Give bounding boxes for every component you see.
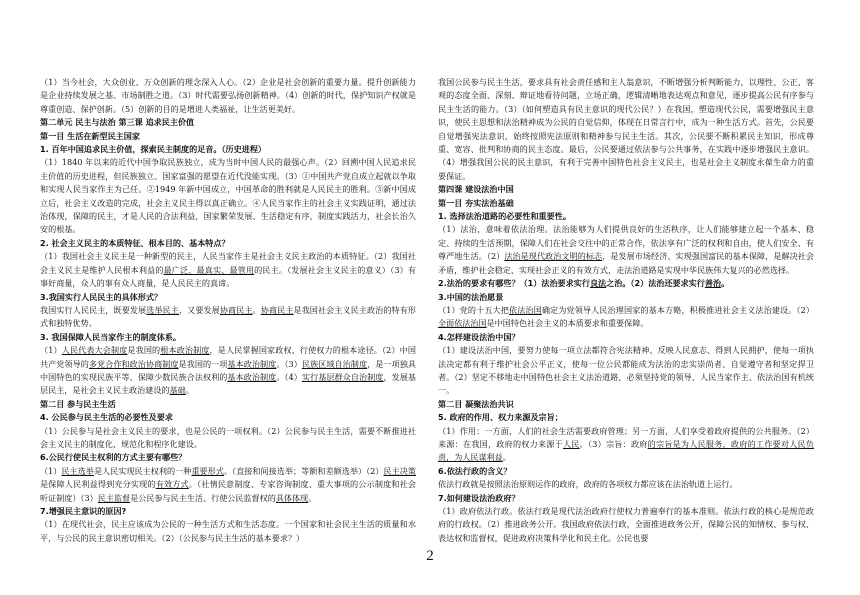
text-run: 是我国的一项 bbox=[178, 358, 228, 369]
text-run: 第二目 凝聚法治共识 bbox=[438, 398, 514, 409]
section-heading bbox=[40, 451, 416, 464]
text-run: ，发展基层民主，是社会主义民主政治建设的 bbox=[40, 371, 416, 396]
text-run: 第一目 夯实法治基础 bbox=[438, 197, 514, 208]
text-run: 是人民实现民主权利的一种 bbox=[93, 465, 192, 476]
paragraph bbox=[40, 425, 416, 452]
text-run: 。（4） bbox=[276, 371, 302, 382]
text-run: 是我国社会主义民主政治的特有形式和独特优势。 bbox=[40, 304, 416, 329]
underlined-text: 依法治国 bbox=[508, 304, 542, 315]
underlined-text: 民族区域自治制度 bbox=[301, 358, 368, 369]
text-run: （1）法治，意味着依法治理。法治能够为人们提供良好的生活秩序，让人们能够建立起一个基本、稳定、持续的生活预期，保障人们在社会交往中的正常合作，依法享有广泛的权利和自由，使人们安全、有尊严地生活。（2） bbox=[438, 224, 814, 262]
paragraph bbox=[40, 518, 416, 545]
underlined-text: 重要形式 bbox=[191, 465, 224, 476]
text-run: 的民主。（发展社会主义民主的意义）（3）有事好商量，众人的事有众人商量，是人民民主的真谛。 bbox=[40, 264, 416, 289]
text-run: 第一目 生活在新型民主国家 bbox=[40, 130, 140, 141]
text-run: 是保障人民利益得到充分实现的 bbox=[40, 479, 156, 490]
text-run: （1）政府依法行政。依法行政是现代法治政府行使权力普遍奉行的基本准则。依法行政的核心是规范政府的行政权。（2）推进政务公开。我国政府依法行政，全面推进政务公开，保障公民的知情权、参与权、表达权和监督权，促进政府决策科学化和民主化。公民也要 bbox=[438, 506, 814, 543]
text-run: （1）我国社会主义民主是一种新型的民主，人民当家作主是社会主义民主政治的本质特征。（2）我国社会主义民主是维护人民根本利益的 bbox=[40, 251, 416, 275]
text-run: ，是发展市场经济、实现强国富民的基本保障，是解决社会矛盾，维护社会稳定、实现社会正义的有效方式，走法治道路是实现中华民族伟大复兴的必然选择。 bbox=[438, 251, 814, 275]
underlined-text: 的宗旨是为人民服务，政府的工作要对人民负责，为人民谋利益 bbox=[438, 438, 814, 463]
text-run: 4.怎样建设法治中国？ bbox=[438, 331, 520, 342]
section-heading bbox=[40, 291, 416, 304]
paragraph bbox=[438, 304, 814, 331]
text-run: 4. 公民参与民主生活的必要性及要求 bbox=[40, 412, 173, 423]
underlined-text: 实行基层群众自治制度 bbox=[301, 371, 384, 382]
text-run: 是中国特色社会主义的本质要求和重要保障。 bbox=[486, 318, 649, 329]
paragraph bbox=[40, 344, 416, 398]
underlined-text: 多党合作和政治协商制度 bbox=[88, 358, 179, 369]
section-heading bbox=[40, 331, 416, 344]
text-run: 6.公民行使民主权利的方式主要有哪些？ bbox=[40, 452, 187, 463]
section-heading bbox=[40, 505, 416, 518]
left-column bbox=[40, 76, 416, 545]
underlined-text: 选举民主 bbox=[146, 304, 179, 315]
underlined-text: 法治是现代政治文明的标志 bbox=[504, 251, 603, 262]
text-run: （1）作用：一方面，人们的社会生活需要政府管理；另一方面，人们享受着政府提供的公共服务。（2）来源：在我国，政府的权力来源于 bbox=[438, 425, 814, 449]
section-heading bbox=[438, 492, 814, 505]
text-run: 确定为党领导人民治理国家的基本方略，积极推进社会主义法治建设。（2） bbox=[541, 304, 814, 315]
underlined-text: 民主监督 bbox=[97, 492, 131, 503]
section-heading bbox=[438, 411, 814, 424]
section-heading bbox=[40, 411, 416, 424]
text-run: （1）1840 年以来的近代中国争取民族独立，成为当时中国人民的最强心声。（2）回溯中国人民追求民主价值的历史进程，但民族独立、国家富强的愿望在近代没能实现。（3）①中国共产党自成立起就以争取和实现人民当家作主为己任。②1949 年新中国成立，中国革命的胜利就是人民民主的胜利。③新中国成立后，社会主义改造的完成，社会主义民主得以真正确立。④人民当家作主的社会主义实践证明，通过法治体现，保障的民主，才是人民的合法利益，国家繁荣发展、生活稳定有序，制度实践活力，社会长治久安的根基。 bbox=[40, 157, 416, 235]
page-number: 2 bbox=[426, 548, 434, 564]
text-run: （1）公民参与是社会主义民主的要求，也是公民的一项权利。（2）公民参与民主生活，需要不断推进社会主义民主的制度化、规范化和程序化建设。 bbox=[40, 425, 416, 449]
section-heading bbox=[438, 291, 814, 304]
paragraph bbox=[40, 250, 416, 290]
underlined-text: 基础 bbox=[169, 385, 186, 396]
text-run: ，又要发展 bbox=[178, 304, 220, 315]
text-run: 7.如何建设法治政府？ bbox=[438, 492, 520, 503]
underlined-text: 协商民主 bbox=[260, 304, 294, 315]
text-run: （1）在现代社会，民主应该成为公民的一种生活方式和生活态度。一个国家和社会民主生活的质量和水平，与公民的民主意识密切相关。（2）（公民参与民主生活的基本要求？） bbox=[40, 519, 416, 543]
text-run: 5. 政府的作用、权力来源及宗旨； bbox=[438, 412, 563, 423]
paragraph bbox=[438, 76, 814, 183]
paragraph bbox=[438, 505, 814, 545]
section-heading bbox=[40, 398, 416, 411]
underlined-text: 有效方式 bbox=[155, 479, 189, 490]
paragraph bbox=[40, 465, 416, 505]
text-run: 。 bbox=[721, 278, 730, 289]
underlined-text: 良法 bbox=[589, 278, 607, 289]
text-run: （1）建设法治中国，要努力使每一项立法都符合宪法精神、反映人民意志、得到人民拥护，使每一项执法决定都有利于维护社会公平正义，使每一位公民都能成为法治的忠实崇尚者、自觉遵守者和坚定捍卫者。（2）坚定不移地走中国特色社会主义法治道路，必须坚持党的领导、人民当家作主、依法治国有机统一。 bbox=[438, 345, 814, 396]
text-run: 2.法治的要求有哪些？（1）法治要求实行 bbox=[438, 278, 590, 289]
underlined-text: 具体体现 bbox=[275, 492, 309, 503]
underlined-text: 民主决策 bbox=[383, 465, 416, 476]
text-run: 是我国的 bbox=[127, 345, 161, 356]
paragraph bbox=[438, 223, 814, 277]
text-run: （1） bbox=[40, 465, 62, 476]
underlined-text: 人民 bbox=[562, 438, 580, 449]
text-run: 。 bbox=[502, 452, 511, 463]
underlined-text: 最广泛、最真实、最管用 bbox=[163, 264, 255, 275]
section-heading bbox=[438, 197, 814, 210]
section-heading bbox=[438, 210, 814, 223]
text-run: 2. 社会主义民主的本质特征、根本目的、基本特点？ bbox=[40, 237, 230, 248]
text-run: 7.增强民主意识的原因? bbox=[40, 506, 127, 516]
text-run: 第二单元 民主与法治 第三课 追求民主价值 bbox=[40, 117, 195, 128]
underlined-text: 全面依法治国 bbox=[438, 318, 487, 329]
text-run: 。（直接和间接选举；等额和差额选举）（2） bbox=[223, 465, 384, 476]
text-run: 。 bbox=[185, 385, 194, 396]
text-run: 第二目 参与民主生活 bbox=[40, 398, 116, 409]
text-run: ，是一项独具中国特色的实现民族平等、保障少数民族合法权利的 bbox=[40, 358, 416, 382]
underlined-text: 根本政治制度 bbox=[160, 345, 210, 356]
paragraph bbox=[40, 156, 416, 236]
text-run: （1）当今社会，大众创业、万众创新的理念深入人心。（2）企业是社会创新的重要力量。提升创新能力是企业持续发展之基、市场制胜之道。（3）时代需要弘扬创新精神。（4）创新的时代，保护知识产权就是尊重创造、保护创新。（5）创新的目的是增进人类福祉，让生活更美好。 bbox=[40, 77, 416, 114]
underlined-text: 协商民主 bbox=[219, 304, 253, 315]
text-run: 。（社情民意制度、专家咨询制度、重大事项的公示制度和社会听证制度）（3） bbox=[40, 479, 416, 503]
text-run: 1. 选择法治道路的必要性和重要性。 bbox=[438, 211, 571, 222]
section-heading bbox=[40, 143, 416, 156]
underlined-text: 民主选举 bbox=[61, 465, 94, 476]
section-heading bbox=[438, 331, 814, 344]
text-run: 3.中国的法治愿景 bbox=[438, 291, 504, 302]
text-run: 3.我国实行人民民主的具体形式？ bbox=[40, 291, 163, 302]
text-run: ，是人民掌握国家政权、行使权力的根本途径。（2）中国共产党领导的 bbox=[40, 345, 416, 369]
text-run: 。 bbox=[308, 492, 317, 503]
section-heading bbox=[40, 130, 416, 143]
text-run: 第四课 建设法治中国 bbox=[438, 184, 514, 195]
underlined-text: 基本政治制度 bbox=[227, 358, 277, 369]
section-heading bbox=[438, 277, 814, 290]
text-run: 我国实行人民民主，既要发展 bbox=[40, 304, 147, 315]
paragraph bbox=[438, 478, 814, 491]
text-run: 之治。（2）法治还要求实行 bbox=[606, 278, 705, 289]
section-heading bbox=[40, 116, 416, 129]
section-heading bbox=[438, 183, 814, 196]
section-heading bbox=[40, 237, 416, 250]
text-run: 。 bbox=[252, 304, 261, 315]
paragraph bbox=[40, 76, 416, 116]
text-run: 是公民参与民主生活、行使公民监督权的 bbox=[130, 492, 276, 503]
text-run: 6.依法行政的含义？ bbox=[438, 465, 512, 476]
text-run: 1. 百年中国追求民主价值，探索民主制度的足音。（历史进程） bbox=[40, 144, 267, 155]
text-run: （1）党的十五大把 bbox=[438, 304, 509, 315]
underlined-text: 善治 bbox=[704, 278, 722, 289]
paragraph bbox=[438, 425, 814, 465]
text-run: 依法行政就是按照法治原则运作的政府，政府的各项权力都应该在法治轨道上运行。 bbox=[438, 479, 738, 490]
text-run: 。（3） bbox=[276, 358, 302, 369]
text-run: （1） bbox=[40, 345, 62, 356]
section-heading bbox=[438, 465, 814, 478]
section-heading bbox=[438, 398, 814, 411]
paragraph bbox=[40, 304, 416, 331]
text-run: 3. 我国保障人民当家作主的制度体系。 bbox=[40, 331, 182, 342]
underlined-text: 基本政治制度 bbox=[227, 371, 277, 382]
paragraph bbox=[438, 344, 814, 398]
text-run: 。（3）宗旨：政府 bbox=[579, 438, 648, 449]
underlined-text: 人民代表大会制度 bbox=[61, 345, 128, 356]
right-column bbox=[438, 76, 814, 545]
text-run: 我国公民参与民主生活，要求具有社会责任感和主人翁意识，不断增强分析判断能力，以理性、公正、客观的态度全面、深刻、辩证地看待问题，立场正确，逻辑清晰地表达观点和意见，逐步提高公民有序参与民主生活的能力。（3）（如何塑造具有民主意识的现代公民？）在我国，塑造现代公民，需要增强民主意识，使民主思想和法治精神成为公民的自觉信仰，体现在日常言行中，成为一种生活方式。首先，公民要自觉增强宪法意识，始终按照宪法原则和精神参与民主生活。其次，公民要不断积累民主知识，形成尊重、宽容、批判和协商的民主态度。最后，公民要通过依法参与公共事务，在实践中逐步增强民主意识。（4）增强我国公民的民主意识，有利于完善中国特色社会主义民主，也是社会主义制度永葆生命力的重要保证。 bbox=[438, 77, 814, 181]
